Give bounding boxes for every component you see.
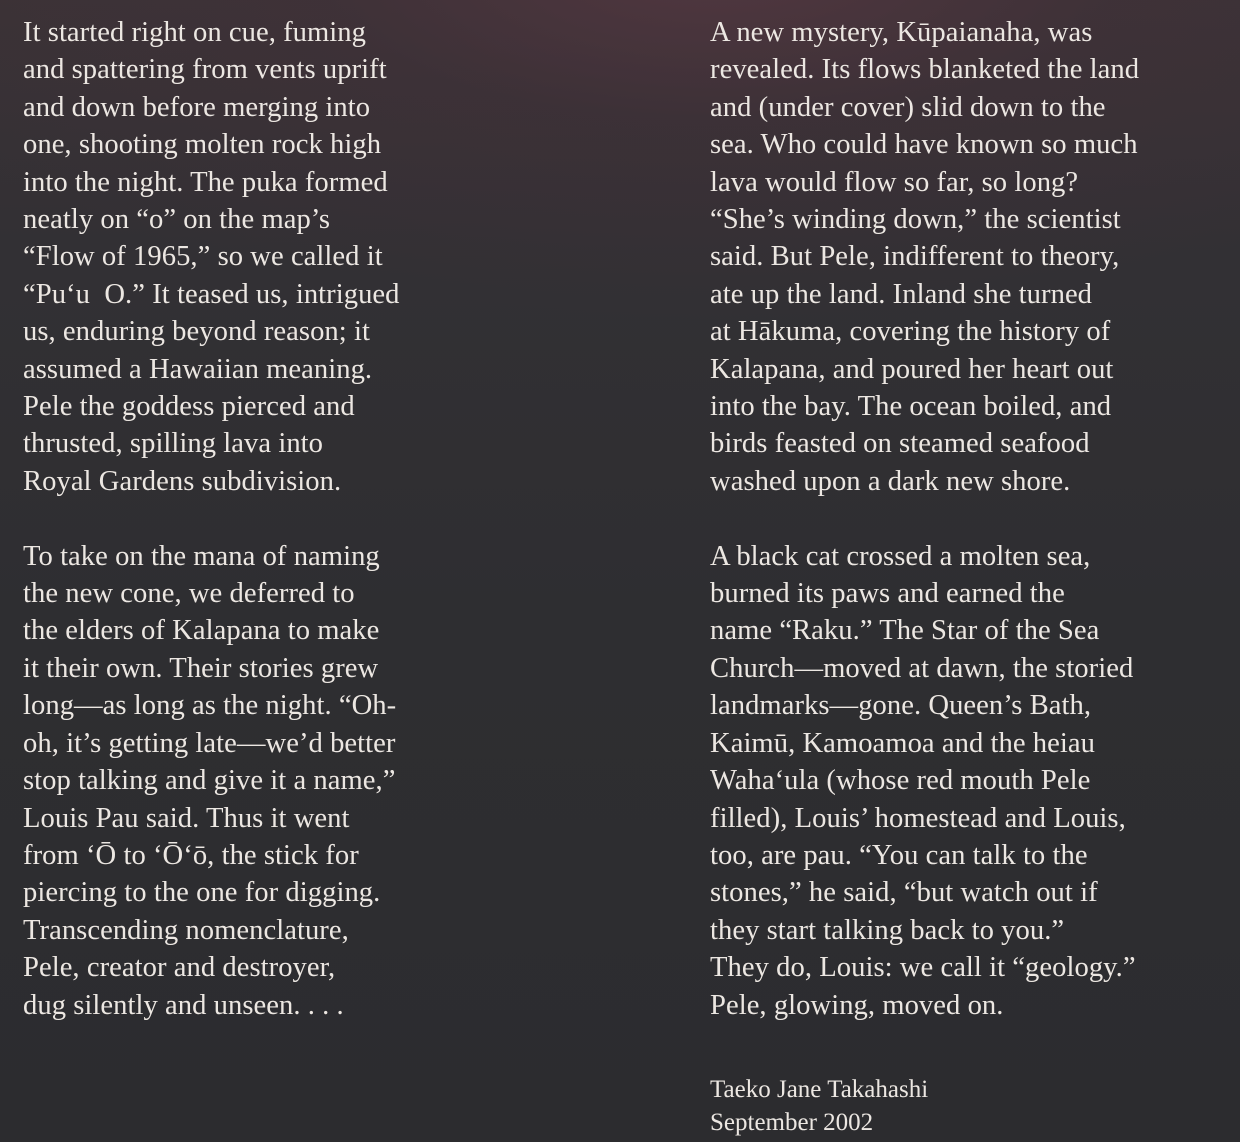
author-name: Taeko Jane Takahashi: [710, 1076, 929, 1103]
left-stanza-1: [23, 14, 463, 500]
poem-line: lava would flow so far, so long?: [710, 166, 1079, 198]
poem-line: said. But Pele, indifferent to theory,: [710, 241, 1120, 273]
poem-line: Church—moved at dawn, the storied: [710, 652, 1134, 684]
poem-line: and (under cover) slid down to the: [710, 91, 1106, 123]
poem-line: us, enduring beyond reason; it: [23, 316, 370, 348]
poem-line: revealed. Its flows blanketed the land: [710, 54, 1140, 86]
stanza-gap: [710, 500, 1210, 537]
poem-line: neatly on “o” on the map’s: [23, 204, 331, 236]
poem-line: Pele, glowing, moved on.: [710, 989, 1004, 1021]
poem-line: one, shooting molten rock high: [23, 129, 382, 161]
poem-line: ate up the land. Inland she turned: [710, 278, 1093, 310]
stanza-gap: [23, 500, 463, 537]
poem-line: To take on the mana of naming: [23, 540, 380, 572]
right-column: [710, 14, 1210, 1024]
left-stanza-2: [23, 538, 463, 1024]
poem-line: landmarks—gone. Queen’s Bath,: [710, 690, 1092, 722]
poem-line: “Pu‘u O.” It teased us, intrigued: [23, 278, 400, 310]
signature-date: September 2002: [710, 1109, 874, 1136]
poem-line: stop talking and give it a name,”: [23, 765, 396, 797]
poem-line: the elders of Kalapana to make: [23, 615, 380, 647]
right-stanza-2: [710, 538, 1210, 1024]
poem-line: Louis Pau said. Thus it went: [23, 802, 350, 834]
poem-line: Transcending nomenclature,: [23, 914, 349, 946]
poem-line: it their own. Their stories grew: [23, 652, 379, 684]
poem-line: Pele the goddess pierced and: [23, 391, 355, 423]
left-column: [23, 14, 463, 1024]
poem-line: Kalapana, and poured her heart out: [710, 353, 1114, 385]
poem-line: They do, Louis: we call it “geology.”: [710, 952, 1136, 984]
poem-line: burned its paws and earned the: [710, 578, 1065, 610]
poem-line: the new cone, we deferred to: [23, 578, 355, 610]
poem-line: stones,” he said, “but watch out if: [710, 877, 1098, 909]
poem-line: oh, it’s getting late—we’d better: [23, 727, 396, 759]
poem-line: assumed a Hawaiian meaning.: [23, 353, 373, 385]
poem-line: piercing to the one for digging.: [23, 877, 381, 909]
poem-line: and spattering from vents uprift: [23, 54, 387, 86]
poem-line: they start talking back to you.”: [710, 914, 1065, 946]
poem-line: at Hākuma, covering the history of: [710, 316, 1111, 348]
poem-line: Waha‘ula (whose red mouth Pele: [710, 765, 1091, 797]
poem-line: thrusted, spilling lava into: [23, 428, 324, 460]
right-stanza-1: [710, 14, 1210, 500]
poem-line: “She’s winding down,” the scientist: [710, 204, 1121, 236]
poem-line: washed upon a dark new shore.: [710, 465, 1071, 497]
poem-line: from ‘Ō to ‘Ō‘ō, the stick for: [23, 839, 359, 871]
poem-line: filled), Louis’ homestead and Louis,: [710, 802, 1126, 834]
poem-line: into the bay. The ocean boiled, and: [710, 391, 1112, 423]
signature-block: [710, 1073, 928, 1139]
poem-line: Kaimū, Kamoamoa and the heiau: [710, 727, 1095, 759]
poem-line: “Flow of 1965,” so we called it: [23, 241, 383, 273]
poem-line: and down before merging into: [23, 91, 371, 123]
poem-line: Pele, creator and destroyer,: [23, 952, 336, 984]
poem-line: name “Raku.” The Star of the Sea: [710, 615, 1100, 647]
poem-line: too, are pau. “You can talk to the: [710, 839, 1088, 871]
poem-line: A new mystery, Kūpaianaha, was: [710, 17, 1093, 48]
poem-line: dug silently and unseen. . . .: [23, 989, 344, 1021]
poem-line: birds feasted on steamed seafood: [710, 428, 1090, 460]
poem-line: long—as long as the night. “Oh-: [23, 690, 397, 722]
poem-line: A black cat crossed a molten sea,: [710, 540, 1091, 572]
poem-line: It started right on cue, fuming: [23, 17, 366, 48]
poem-line: into the night. The puka formed: [23, 166, 388, 198]
poem-line: sea. Who could have known so much: [710, 129, 1138, 161]
poem-line: Royal Gardens subdivision.: [23, 465, 342, 497]
